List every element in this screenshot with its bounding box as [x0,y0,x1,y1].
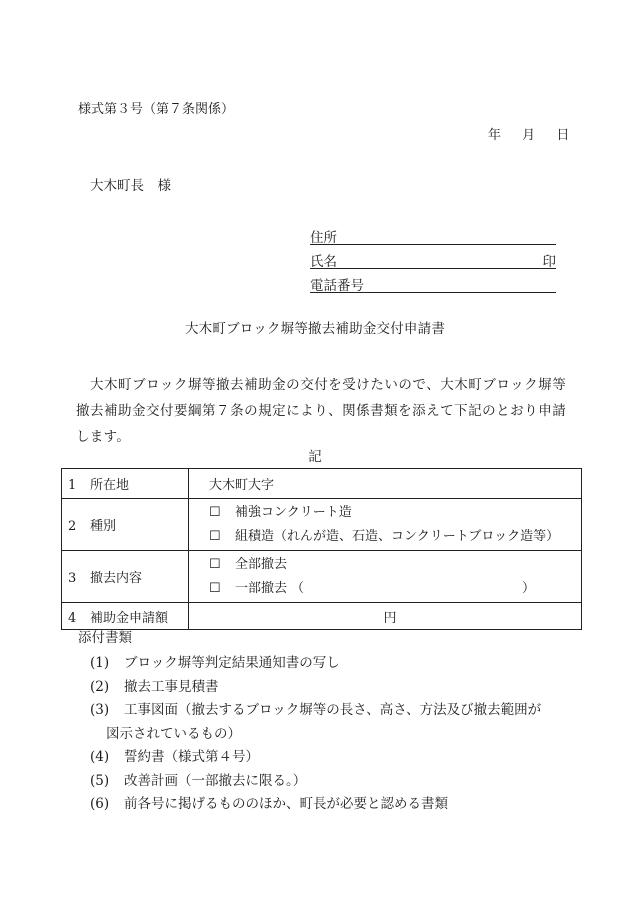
application-statement: 大木町ブロック塀等撤去補助金の交付を受けたいので、大木町ブロック塀等撤去補助金交付要綱第７条の規定により、関係書類を添えて下記のとおり申請します。 [76,377,566,445]
option-masonry[interactable] [209,525,581,549]
list-item [90,793,570,817]
list-item [90,652,570,676]
checkbox-icon[interactable]: ☐ [209,504,221,520]
name-label: 氏名 [310,254,337,270]
item-marker: (4) [90,749,110,765]
document-title: 大木町ブロック塀等撤去補助金交付申請書 [184,321,446,337]
amount-value-cell[interactable] [189,603,582,630]
option-label: 全部撤去 [235,556,288,572]
address-field[interactable] [310,224,556,245]
paren-close: ） [521,580,535,596]
item-text: 撤去工事見積書 [124,678,219,695]
item-text: 工事図面（撤去するブロック塀等の長さ、高さ、方法及び撤去範囲が [124,702,542,718]
amount-header [62,603,189,630]
row-number: 2 [68,519,77,534]
attachments-title: 添付書類 [78,630,132,646]
item-marker: (1) [90,655,110,671]
table-row-location [62,469,582,499]
removal-options-cell [189,551,582,603]
location-value-cell[interactable] [189,469,582,499]
option-label: 一部撤去 [235,580,288,596]
option-full-removal[interactable] [209,553,581,577]
location-header [62,469,189,499]
list-item [90,676,570,700]
paren-open: （ [291,580,305,596]
address-label: 住所 [310,230,337,246]
name-field[interactable] [310,248,556,269]
type-options-cell [189,499,582,551]
seal-mark: 印 [542,254,556,270]
application-details-table [61,468,582,630]
list-item [90,699,570,746]
item-text: 前各号に掲げるもののほか、町長が必要と認める書類 [124,796,448,812]
item-text: 誓約書（様式第４号） [124,749,259,765]
option-partial-removal[interactable] [209,577,581,601]
location-label: 所在地 [90,478,130,493]
row-number: 4 [68,610,77,626]
checkbox-icon[interactable]: ☐ [209,580,221,596]
removal-header [62,551,189,603]
date-day: 日 [556,128,570,143]
addressee: 大木町長 様 [90,178,171,194]
item-marker: (2) [90,678,110,695]
yen-unit: 円 [383,610,397,626]
checkbox-icon[interactable]: ☐ [209,556,221,572]
row-number: 3 [68,571,77,586]
row-number: 1 [68,478,77,493]
date-line [488,129,569,142]
type-header [62,499,189,551]
checkbox-icon[interactable]: ☐ [209,528,221,544]
option-label: 補強コンクリート造 [235,504,352,520]
table-row-type [62,499,582,551]
date-year: 年 [488,128,502,143]
item-marker: (6) [90,796,110,812]
phone-field[interactable] [310,272,556,293]
list-item [90,770,570,794]
option-reinforced-concrete[interactable] [209,501,581,525]
type-label: 種別 [90,519,117,534]
item-text: ブロック塀等判定結果通知書の写し [124,655,340,671]
attachments-list [90,652,570,817]
phone-label: 電話番号 [310,278,364,294]
location-value: 大木町大字 [209,478,275,493]
item-marker: (5) [90,772,110,789]
option-label: 組積造（れんが造、石造、コンクリートブロック造等） [235,528,560,544]
item-text-continuation: 図示されているもの） [106,725,241,742]
ki-heading: 記 [308,449,322,465]
removal-label: 撤去内容 [90,571,143,586]
form-number: 様式第３号（第７条関係） [78,102,235,117]
table-row-amount [62,603,582,630]
item-marker: (3) [90,702,110,718]
list-item [90,746,570,770]
date-month: 月 [522,128,536,143]
amount-label: 補助金申請額 [90,610,169,626]
item-text: 改善計画（一部撤去に限る。） [124,772,307,789]
table-row-removal [62,551,582,603]
